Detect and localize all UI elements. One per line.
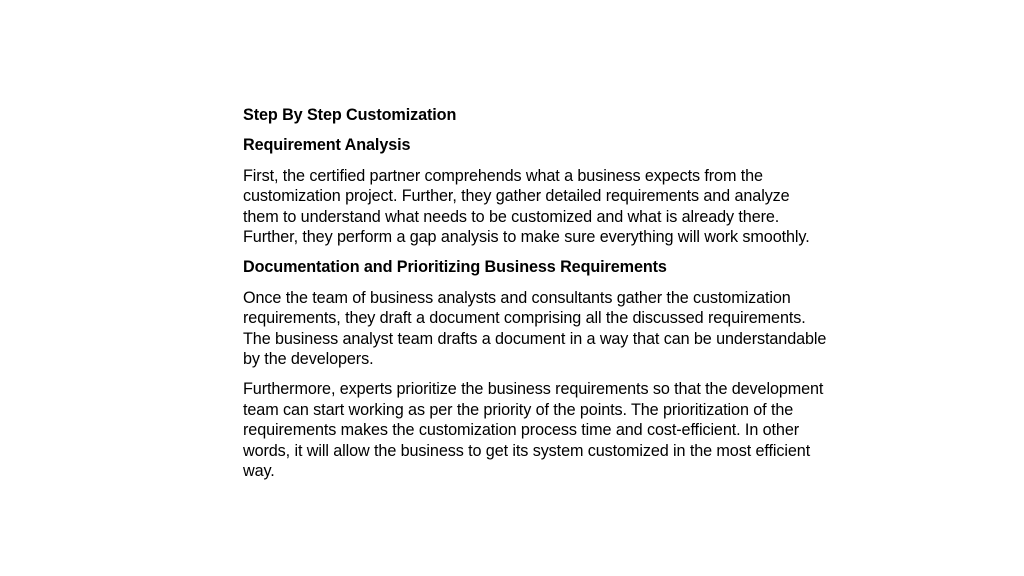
section-paragraph-requirement-analysis: First, the certified partner comprehends what a business expects from the customization project. Further, they gather detailed requirements and analyze them to understand what needs to be customized and what is already there. Further, they perform a gap analysis to make sure everything will work smoothly. [243, 166, 810, 247]
slide-content [243, 105, 828, 482]
section-paragraph-documentation: Once the team of business analysts and consultants gather the customization requirements, they draft a document comprising all the discussed requirements. The business analyst team drafts a document in a way that can be understandable by the developers. [243, 288, 827, 369]
section-heading-requirement-analysis: Requirement Analysis [243, 136, 411, 155]
section-paragraph-prioritization: Furthermore, experts prioritize the business requirements so that the development team can start working as per the priority of the points. The prioritization of the requirements makes the customization process time and cost-efficient. In other words, it will allow the business to get its system customized in the most efficient way. [243, 380, 824, 481]
slide-title: Step By Step Customization [243, 106, 457, 124]
section-heading-documentation: Documentation and Prioritizing Business Requirements [243, 258, 667, 277]
